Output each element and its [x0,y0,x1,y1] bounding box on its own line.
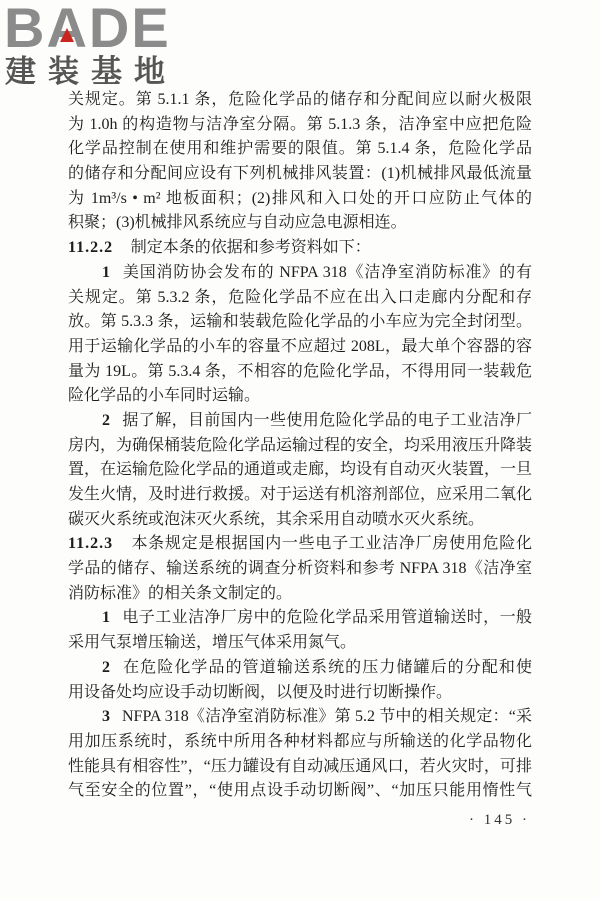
text-line: 化学品控制在使用和维护需要的限值。第 5.1.4 条，危险化学品 [68,140,532,158]
text-line: 的储存和分配间应设有下列机械排风装置：(1)机械排风最低流量 [68,165,532,183]
text-line: 性能具有相容性”，“压力罐设有自动减压通风口，若火灾时，可排 [68,757,532,775]
text-line [68,532,532,557]
clause-number: 11.2.3 [68,535,114,553]
text-line [68,261,532,286]
text-line: 碳灭火系统或泡沫灭火系统，其余采用自动喷水灭火系统。 [68,510,485,528]
item-number: 2 [102,411,110,429]
text-line [68,656,532,681]
list-item [68,656,532,705]
logo-tagline: 建装基地 [5,54,177,90]
paragraph-continuation [68,88,532,236]
text-line: 消防标准》的相关条文制定的。 [68,584,293,602]
item-number: 3 [102,708,110,726]
list-item [68,705,532,804]
text-line: 险化学品的小车同时运输。 [68,387,261,405]
text-line: 为 1.0h 的构造物与洁净室分隔。第 5.1.3 条，洁净室中应把危险 [68,115,532,133]
text-line: 关规定。第 5.1.1 条，危险化学品的储存和分配间应以耐火极限 [68,91,532,108]
line-text: 制定本条的依据和参考资料如下： [130,239,371,257]
text-line: 关规定。第 5.3.2 条，危险化学品不应在出入口走廊内分配和存 [68,288,532,306]
item-number: 1 [102,609,110,627]
text-line: 积聚；(3)机械排风系统应与自动应急电源相连。 [68,214,407,232]
text-line: 用于运输化学品的小车的容量不应超过 208L，最大单个容器的容 [68,337,532,355]
line-text: 美国消防协会发布的 NFPA 318《洁净室消防标准》的有 [122,263,532,281]
text-line: 放。第 5.3.3 条，运输和装载危险化学品的小车应为完全封闭型。 [68,313,532,331]
text-line: 用设备处均应设手动切断阀，以便及时进行切断操作。 [68,683,453,701]
item-number: 2 [102,658,110,676]
text-line [68,236,532,261]
line-text: 电子工业洁净厂房中的危险化学品采用管道输送时，一般 [122,609,532,627]
text-line: 量为 19L。第 5.3.4 条，不相容的危险化学品，不得用同一装载危 [68,362,532,380]
text-line: 置，在运输危险化学品的通道或走廊，均设有自动灭火装置，一旦 [68,461,533,479]
text-line: 用加压系统时，系统中所用各种材料都应与所输送的化学品物化 [68,732,532,750]
list-item [68,409,532,532]
text-line [68,409,532,434]
text-line: 学品的储存、输送系统的调查分析资料和参考 NFPA 318《洁净室 [68,560,532,578]
item-number: 1 [102,263,110,281]
text-line: 为 1m³/s • m² 地板面积；(2)排风和入口处的开口应防止气体的 [68,189,532,207]
logo [0,0,180,92]
text-line [68,606,532,631]
text-line: 采用气泵增压输送，增压气体采用氮气。 [68,634,357,652]
list-item [68,261,532,409]
line-text: 本条规定是根据国内一些电子工业洁净厂房使用危险化 [130,535,532,553]
clause-number: 11.2.2 [68,239,114,257]
text-line: 气至安全的位置”，“使用点设手动切断阀”、“加压只能用惰性气 [68,782,532,800]
text-line [68,705,532,730]
clause-11-2-3 [68,532,532,606]
logo-brand: BADE [4,0,171,59]
line-text: NFPA 318《洁净室消防标准》第 5.2 节中的相关规定：“采 [122,708,532,726]
body-text [68,88,532,804]
line-text: 在危险化学品的管道输送系统的压力储罐后的分配和使 [122,658,532,676]
text-line: 房内，为确保桶装危险化学品运输过程的安全，均采用液压升降装 [68,436,533,454]
line-text: 据了解，目前国内一些使用危险化学品的电子工业洁净厂 [122,411,532,429]
text-line: 发生火情，及时进行救援。对于运送有机溶剂部位，应采用二氧化 [68,486,533,503]
clause-11-2-2 [68,236,532,261]
logo-accent-triangle-icon [60,28,74,42]
page-number: · 145 · [469,812,530,828]
list-item [68,606,532,655]
